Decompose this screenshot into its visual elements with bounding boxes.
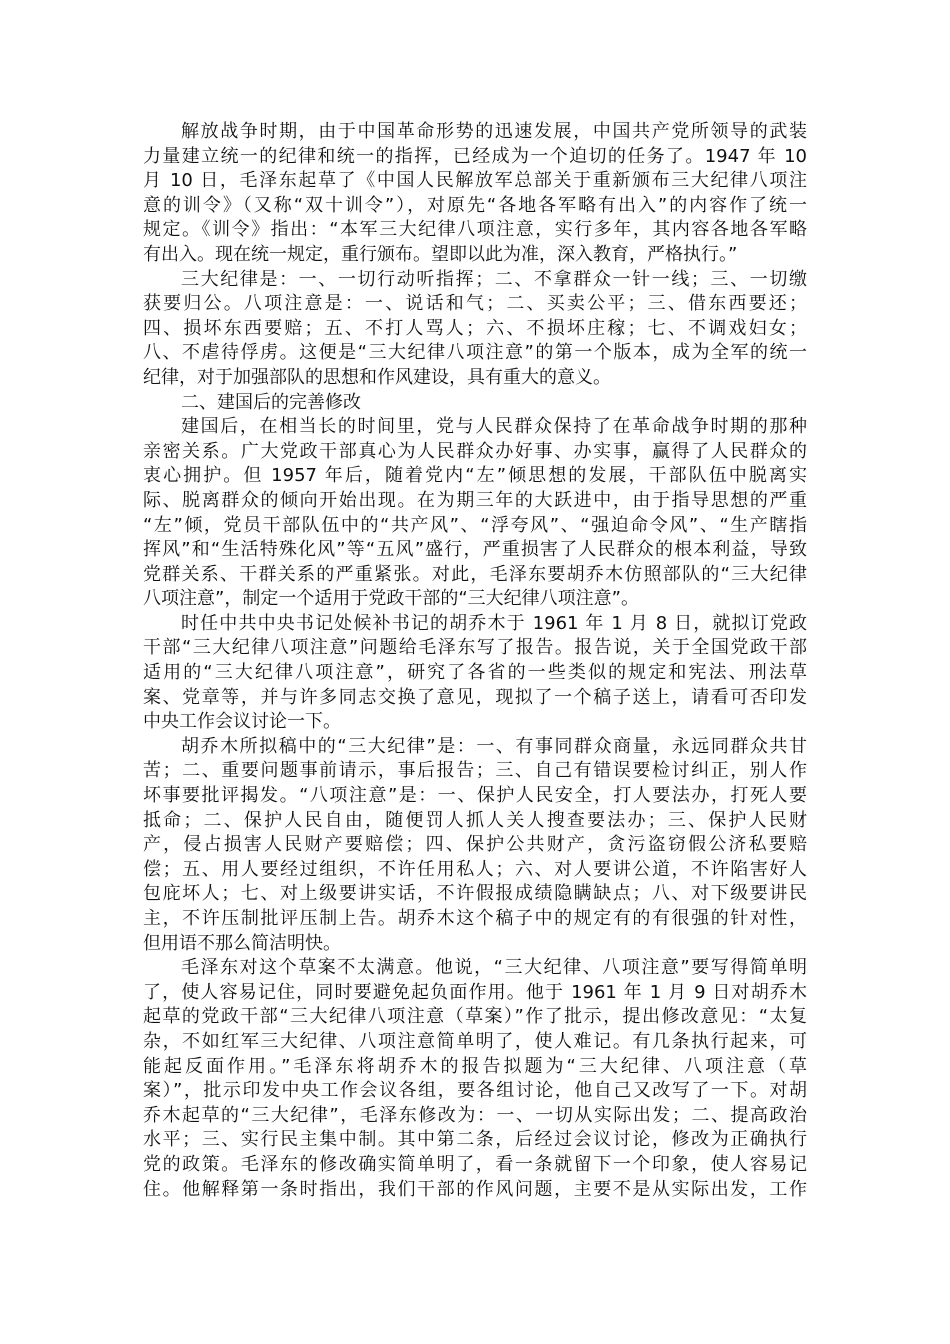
document-body (143, 120, 807, 1202)
paragraph-line: 党群关系、干群关系的严重紧张。对此，毛泽东要胡乔木仿照部队的“三大纪律 (143, 563, 807, 585)
paragraph-line: 坏事要批评揭发。“八项注意”是：一、保护人民安全，打人要法办，打死人要 (143, 785, 807, 807)
paragraph-line: 意的训令》（又称“双十训令”），对原先“各地各军略有出入”的内容作了统一 (143, 194, 807, 216)
paragraph-line: 时任中共中央书记处候补书记的胡乔木于 1961 年 1 月 8 日，就拟订党政 (181, 612, 807, 634)
paragraph-line: 乔木起草的“三大纪律”，毛泽东修改为：一、一切从实际出发；二、提高政治 (143, 1104, 807, 1126)
paragraph-line: 主，不许压制批评压制上告。胡乔木这个稿子中的规定有的有很强的针对性， (143, 908, 807, 929)
paragraph-line: 月 10 日，毛泽东起草了《中国人民解放军总部关于重新颁布三大纪律八项注 (143, 170, 807, 192)
paragraph-line: 但用语不那么简洁明快。 (143, 932, 341, 954)
paragraph-line: 适用的“三大纪律八项注意”，研究了各省的一些类似的规定和宪法、刑法草 (143, 662, 807, 684)
paragraph-line: 水平；三、实行民主集中制。其中第二条，后经过会议讨论，修改为正确执行 (143, 1129, 807, 1151)
paragraph-line: 挥风”和“生活特殊化风”等“五风”盛行，严重损害了人民群众的根本利益，导致 (143, 539, 807, 561)
paragraph-line: 干部“三大纪律八项注意”问题给毛泽东写了报告。报告说，关于全国党政干部 (143, 637, 807, 659)
paragraph-line: 案）”，批示印发中央工作会议各组，要各组讨论，他自己又改写了一下。对胡 (143, 1080, 807, 1102)
paragraph-line: 规定。《训令》指出：“本军三大纪律八项注意，实行多年，其内容各地各军略 (143, 219, 807, 241)
paragraph-line: 起草的党政干部“三大纪律八项注意（草案）”作了批示，提出修改意见：“太复 (143, 1006, 807, 1028)
paragraph-line: 杂，不如红军三大纪律、八项注意简单明了，使人难记。有几条执行起来，可 (143, 1030, 807, 1052)
paragraph-line: 抵命；二、保护人民自由，随便罚人抓人关人搜查要法办；三、保护人民财 (143, 809, 807, 831)
paragraph-line: 案、党章等，并与许多同志交换了意见，现拟了一个稿子送上，请看可否印发 (143, 686, 807, 708)
paragraph-line: 偿；五、用人要经过组织，不许任用私人；六、对人要讲公道，不许陷害好人 (143, 858, 807, 880)
paragraph-line: 获要归公。八项注意是：一、说话和气；二、买卖公平；三、借东西要还； (143, 293, 807, 315)
paragraph-line: 三大纪律是：一、一切行动听指挥；二、不拿群众一针一线；三、一切缴 (181, 268, 807, 290)
paragraph-line: “左”倾，党员干部队伍中的“共产风”、“浮夸风”、“强迫命令风”、“生产瞎指 (143, 514, 807, 536)
paragraph-line: 了，使人容易记住，同时要避免起负面作用。他于 1961 年 1 月 9 日对胡乔木 (143, 981, 807, 1003)
section-heading: 二、建国后的完善修改 (181, 391, 361, 413)
paragraph-line: 苦；二、重要问题事前请示，事后报告；三、自己有错误要检讨纠正，别人作 (143, 760, 807, 782)
paragraph-line: 八项注意”，制定一个适用于党政干部的“三大纪律八项注意”。 (143, 588, 639, 610)
paragraph-line: 衷心拥护。但 1957 年后，随着党内“左”倾思想的发展，干部队伍中脱离实 (143, 465, 807, 487)
paragraph-line: 四、损坏东西要赔；五、不打人骂人；六、不损坏庄稼；七、不调戏妇女； (143, 317, 807, 339)
paragraph-line: 胡乔木所拟稿中的“三大纪律”是：一、有事同群众商量，永远同群众共甘 (181, 735, 807, 757)
paragraph-line: 解放战争时期，由于中国革命形势的迅速发展，中国共产党所领导的武装 (181, 121, 807, 142)
paragraph-line: 毛泽东对这个草案不太满意。他说，“三大纪律、八项注意”要写得简单明 (181, 957, 807, 979)
paragraph-line: 力量建立统一的纪律和统一的指挥，已经成为一个迫切的任务了。1947 年 10 (143, 145, 807, 167)
paragraph-line: 际、脱离群众的倾向开始出现。在为期三年的大跃进中，由于指导思想的严重 (143, 489, 807, 511)
paragraph-line: 有出入。现在统一规定，重行颁布。望即以此为准，深入教育，严格执行。” (143, 243, 738, 265)
paragraph-line: 产，侵占损害人民财产要赔偿；四、保护公共财产，贪污盗窃假公济私要赔 (143, 834, 807, 856)
paragraph-line: 中央工作会议讨论一下。 (143, 711, 341, 733)
paragraph-line: 党的政策。毛泽东的修改确实简单明了，看一条就留下一个印象，使人容易记 (143, 1153, 807, 1175)
paragraph-line: 住。他解释第一条时指出，我们干部的作风问题，主要不是从实际出发，工作 (143, 1178, 807, 1200)
paragraph-line: 纪律，对于加强部队的思想和作风建设，具有重大的意义。 (143, 366, 611, 388)
paragraph-line: 建国后，在相当长的时间里，党与人民群众保持了在革命战争时期的那种 (181, 416, 807, 438)
paragraph-line: 八、不虐待俘虏。这便是“三大纪律八项注意”的第一个版本，成为全军的统一 (143, 342, 807, 364)
paragraph-line: 能起反面作用。”毛泽东将胡乔木的报告拟题为“三大纪律、八项注意（草 (143, 1055, 807, 1077)
paragraph-line: 包庇坏人；七、对上级要讲实话，不许假报成绩隐瞒缺点；八、对下级要讲民 (143, 883, 807, 905)
paragraph-line: 亲密关系。广大党政干部真心为人民群众办好事、办实事，赢得了人民群众的 (143, 440, 807, 462)
